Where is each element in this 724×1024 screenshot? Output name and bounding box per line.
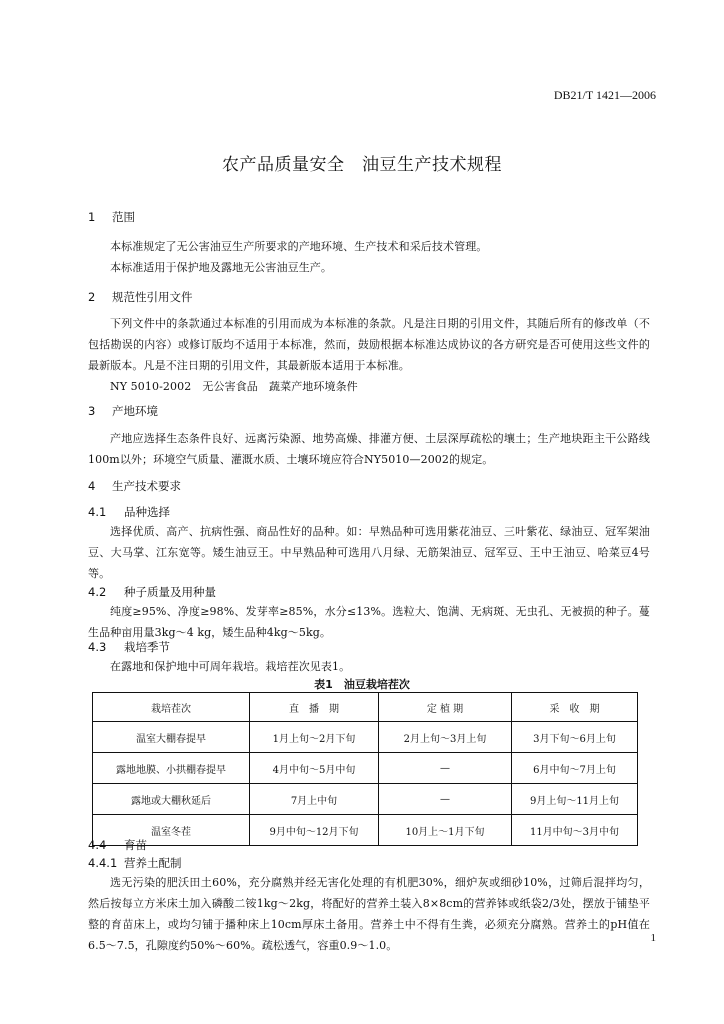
subsection-heading — [88, 503, 650, 521]
table-row — [93, 722, 638, 753]
section-title: 育苗 — [124, 838, 147, 852]
table-title: 表1 油豆栽培茬次 — [314, 678, 410, 691]
section-1 — [88, 208, 650, 226]
paragraph: 选无污染的肥沃田土60%，充分腐熟并经无害化处理的有机肥30%，细炉灰或细砂10%，过筛后混拌均匀，然后按每立方米床土加入磷酸二铵1kg～2kg，将配好的营养土装入8×8cm的营养钵或纸袋2/3处，摆放于铺垫平整的育苗床上，或均匀铺于播种床上10cm厚床土备用。营养土中不得有生粪，必须充分腐熟。营养土的pH值在6.5～7.5，孔隙度约50%～60%。疏松透气，容重0.9～1.0。 — [88, 876, 650, 952]
section-number: 4.4.1 — [88, 856, 118, 870]
section-2-body — [88, 313, 650, 397]
table-cell: — — [379, 753, 512, 784]
section-title: 品种选择 — [124, 505, 170, 519]
table-cell: 10月上～1月下旬 — [379, 815, 512, 846]
section-4-3 — [88, 638, 650, 677]
section-number: 4.1 — [88, 505, 107, 519]
section-title: 种子质量及用种量 — [124, 585, 216, 599]
section-4-1 — [88, 503, 650, 584]
section-number: 1 — [88, 210, 96, 224]
section-title: 生产技术要求 — [112, 479, 181, 493]
section-number: 3 — [88, 404, 96, 418]
table-header-row — [93, 693, 638, 722]
table-cell: — — [379, 784, 512, 815]
section-2 — [88, 288, 650, 306]
document-title: 农产品质量安全 油豆生产技术规程 — [222, 155, 502, 175]
table-cell: 6月中旬～7月上旬 — [512, 753, 638, 784]
table-cell: 温室冬茬 — [93, 815, 250, 846]
section-title: 栽培季节 — [124, 640, 170, 654]
table-cell: 9月上旬～11月上旬 — [512, 784, 638, 815]
section-number: 4.3 — [88, 640, 107, 654]
table-row — [93, 784, 638, 815]
table-cell: 2月上旬～3月上旬 — [379, 722, 512, 753]
table-header-cell: 栽培茬次 — [93, 693, 250, 722]
table-cell: 露地或大棚秋延后 — [93, 784, 250, 815]
paragraph: 选择优质、高产、抗病性强、商品性好的品种。如：早熟品种可选用紫花油豆、三叶紫花、绿油豆、冠军架油豆、大马掌、江东宽等。矮生油豆王。中早熟品种可选用八月绿、无筋架油豆、冠军豆、王中王油豆、哈菜豆4号等。 — [88, 525, 650, 580]
table-cell: 11月中旬～3月中旬 — [512, 815, 638, 846]
page-number: 1 — [650, 932, 656, 944]
table-header-cell: 直 播 期 — [250, 693, 379, 722]
subsection-heading — [88, 836, 650, 854]
section-title: 范围 — [112, 210, 135, 224]
crop-schedule-table — [92, 692, 638, 846]
table-cell: 露地地膜、小拱棚春提早 — [93, 753, 250, 784]
table-row — [93, 753, 638, 784]
table-cell: 7月上中旬 — [250, 784, 379, 815]
section-2-heading — [88, 288, 650, 306]
section-title: 规范性引用文件 — [112, 290, 193, 304]
section-number: 4.4 — [88, 838, 107, 852]
section-number: 2 — [88, 290, 96, 304]
subsection-heading — [88, 854, 650, 872]
paragraph: 本标准规定了无公害油豆生产所要求的产地环境、生产技术和采后技术管理。 — [110, 240, 488, 253]
paragraph: 产地应选择生态条件良好、远离污染源、地势高燥、排灌方便、土层深厚疏松的壤土；生产地块距主干公路线100m以外；环境空气质量、灌溉水质、土壤环境应符合NY5010—2002的规定。 — [88, 432, 650, 466]
section-3-body — [88, 428, 650, 470]
section-3-heading — [88, 402, 650, 420]
standard-code: DB21/T 1421—2006 — [553, 88, 656, 102]
paragraph: 在露地和保护地中可周年栽培。栽培茬次见表1。 — [110, 660, 351, 673]
section-3 — [88, 402, 650, 420]
section-4-2 — [88, 583, 650, 643]
normative-reference: NY 5010-2002 无公害食品 蔬菜产地环境条件 — [110, 380, 358, 393]
table-cell: 温室大棚春提早 — [93, 722, 250, 753]
section-4 — [88, 477, 650, 495]
table-cell: 3月下旬～6月上旬 — [512, 722, 638, 753]
table-header-cell: 采 收 期 — [512, 693, 638, 722]
section-1-body — [88, 236, 650, 278]
paragraph: 纯度≥95%、净度≥98%、发芽率≥85%，水分≤13%。选粒大、饱满、无病斑、无虫孔、无被损的种子。蔓生品种亩用量3kg～4 kg，矮生品种4kg～5kg。 — [88, 605, 650, 639]
section-number: 4.2 — [88, 585, 107, 599]
section-title: 营养土配制 — [124, 856, 182, 870]
table-cell: 1月上旬～2月下旬 — [250, 722, 379, 753]
section-4-heading — [88, 477, 650, 495]
table-cell: 4月中旬～5月中旬 — [250, 753, 379, 784]
section-1-heading — [88, 208, 650, 226]
section-title: 产地环境 — [112, 404, 158, 418]
table-header-cell: 定 植 期 — [379, 693, 512, 722]
section-number: 4 — [88, 479, 96, 493]
table-cell: 9月中旬～12月下旬 — [250, 815, 379, 846]
section-4-4 — [88, 836, 650, 956]
paragraph: 下列文件中的条款通过本标准的引用而成为本标准的条款。凡是注日期的引用文件，其随后所有的修改单（不包括勘误的内容）或修订版均不适用于本标准，然而，鼓励根据本标准达成协议的各方研究是否可使用这些文件的最新版本。凡是不注日期的引用文件，其最新版本适用于本标准。 — [88, 317, 650, 372]
paragraph: 本标准适用于保护地及露地无公害油豆生产。 — [110, 261, 332, 274]
subsection-heading — [88, 638, 650, 656]
subsection-heading — [88, 583, 650, 601]
